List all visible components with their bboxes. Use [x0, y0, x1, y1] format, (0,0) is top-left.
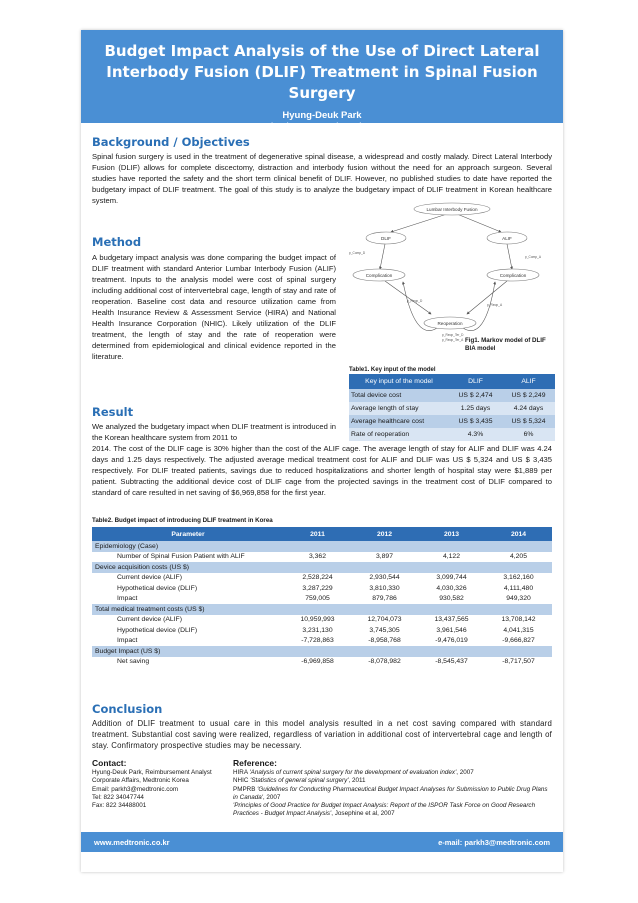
- table2-caption: Table2. Budget impact of introducing DLIF treatment in Korea: [92, 517, 273, 524]
- table1-cell: 6%: [502, 428, 555, 441]
- background-text: Spinal fusion surgery is used in the treatment of degenerative spinal disease, a widespread and costly malady. Direct Lateral Interbody Fusion (DLIF) allows for complete discectomy, distraction and interbody fusion without the need for an approach surgeon. Several studies have reported the safety and the short term clinical benefit of DLIF. However, no published studies to date have reported the budgetary impact of DLIF treatment. The goal of this study is to analyze the budgetary impact of DLIF treatment in Korean healthcare system.: [92, 152, 552, 205]
- contact-block: [92, 759, 232, 810]
- table-row: [92, 657, 552, 668]
- method-heading: Method: [92, 235, 142, 249]
- row-label: Impact: [117, 595, 138, 603]
- contact-line: Hyung-Deuk Park, Reimbursement Analyst: [92, 769, 212, 777]
- author-name: Hyung-Deuk Park: [282, 110, 362, 121]
- table2-header: 2011: [284, 527, 351, 541]
- contact-fax: Fax: 822 34488001: [92, 802, 147, 810]
- table1-cell: 1.25 days: [449, 402, 502, 415]
- edge-p-comp-a: p_Comp_A: [525, 255, 541, 259]
- reference-heading: Reference:: [233, 758, 277, 768]
- table2-cell: 13,708,142: [501, 616, 536, 624]
- row-label: Net saving: [117, 658, 150, 666]
- edge-p-reop-ter-d: p_Reop_Ter_D: [442, 333, 464, 337]
- contact-line: Corporate Affairs, Medtronic Korea: [92, 777, 189, 785]
- edge-p-reop-ter-a: p_Reop_Ter_A: [442, 338, 464, 342]
- row-label: Hypothetical device (DLIF): [117, 626, 198, 634]
- table-row: [92, 604, 552, 615]
- reference-item: 'Principles of Good Practice for Budget Impact Analysis: Report of the ISPOR Task Force on Good Research Practices - Budget Impact Analysis', Josephine et al, 2007: [233, 802, 536, 818]
- table2-header: 2014: [485, 527, 552, 541]
- edge-p-reop-d: p_Reop_D: [407, 299, 423, 303]
- table1-caption: Table1. Key input of the model: [349, 367, 436, 373]
- table2-cell: 3,287,229: [302, 584, 333, 592]
- row-label: Impact: [117, 637, 138, 645]
- key-input-table: [349, 374, 555, 441]
- table1-cell: Average length of stay: [349, 402, 449, 415]
- table2-cell: -9,476,019: [435, 637, 468, 645]
- conclusion-text: Addition of DLIF treatment to usual care in this model analysis resulted in a net cost saving compared with standard treatment. Substantial cost saving were realized, regardless of variation in additional cost of intervertebral cage and length of stay. Confirmatory prospective studies may be necessary.: [92, 719, 552, 750]
- table2-cell: 879,786: [372, 595, 397, 603]
- table1-cell: US $ 3,435: [449, 415, 502, 428]
- result-text: 2014. The cost of the DLIF cage is 30% higher than the cost of the ALIF cage. The average length of stay for ALIF and DLIF was 4.24 days and 1.25 days respectively. The adjusted average medical treatment cost for ALIF and DLIF was US $ 5,324 and US $ 3,435 respectively. For DLIF treated patients, savings due to reduced hospitalizations and shorter length of hospital stay were $1,889 per patient. Subtracting the additional device cost of DLIF cage from the projected savings in the treatment cost of DLIF compared to standard of care resulted in net saving of $6,969,858 for the first year.: [92, 444, 552, 497]
- group-label: Total medical treatment costs (US $): [92, 604, 552, 615]
- node-complication-right: Complication: [499, 273, 527, 278]
- table2-cell: 4,205: [509, 553, 527, 561]
- table2-cell: -6,969,858: [301, 658, 334, 666]
- background-heading: Background / Objectives: [92, 135, 250, 149]
- table-row: [92, 594, 552, 605]
- budget-impact-table: [92, 527, 552, 667]
- table1-header: DLIF: [449, 374, 502, 389]
- table2-cell: 3,099,744: [436, 574, 467, 582]
- table2-cell: 4,122: [442, 553, 460, 561]
- group-label: Budget Impact (US $): [92, 646, 552, 657]
- table2-cell: 12,704,073: [367, 616, 402, 624]
- table-row: [349, 402, 555, 415]
- node-complication-left: Complication: [365, 273, 393, 278]
- reference-item: NHIC 'Statistics of general spinal surgery', 2011: [233, 777, 366, 785]
- table2-header: 2012: [351, 527, 418, 541]
- email-link[interactable]: e-mail: parkh3@medtronic.com: [438, 838, 550, 847]
- table-row: [349, 415, 555, 428]
- table-row: [92, 625, 552, 636]
- conclusion-heading: Conclusion: [92, 702, 163, 716]
- table2-cell: -7,728,863: [301, 637, 334, 645]
- reference-block: [233, 759, 553, 818]
- group-label: Epidemiology (Case): [92, 541, 552, 552]
- table1-header: ALIF: [502, 374, 555, 389]
- node-alif: ALIF: [502, 236, 512, 241]
- table2-header: Parameter: [92, 527, 284, 541]
- footer-banner: [81, 832, 563, 852]
- table2-cell: 759,005: [305, 595, 330, 603]
- result-text-wrap: We analyzed the budgetary impact when DLIF treatment is introduced in the Korean healthcare system from 2011 to: [92, 422, 336, 442]
- node-root: Lumbar Interbody Fusion: [426, 207, 478, 212]
- reference-item: PMPRB 'Guidelines for Conducting Pharmaceutical Budget Impact Analyses for Submission to Public Drug Plans in Canada', 2007: [233, 785, 548, 801]
- table2-cell: 4,041,315: [503, 626, 534, 634]
- table2-cell: 3,231,130: [302, 626, 333, 634]
- node-dlif: DLIF: [381, 236, 391, 241]
- table2-cell: -8,958,768: [368, 637, 401, 645]
- table2-cell: 4,030,326: [436, 584, 467, 592]
- table1-cell: US $ 2,474: [449, 389, 502, 402]
- table2-cell: -8,078,982: [368, 658, 401, 666]
- table-row: [92, 573, 552, 584]
- contact-email: Email: parkh3@medtronic.com: [92, 785, 179, 793]
- table2-cell: 949,320: [506, 595, 531, 603]
- node-reoperation: Reoperation: [437, 321, 463, 326]
- table2-cell: 3,961,546: [436, 626, 467, 634]
- table2-cell: 3,810,330: [369, 584, 400, 592]
- table-row: [92, 552, 552, 563]
- poster-title: Budget Impact Analysis of the Use of Direct Lateral Interbody Fusion (DLIF) Treatment in Spinal Fusion Surgery: [104, 42, 540, 102]
- header-banner: [81, 30, 563, 130]
- table2-cell: 930,582: [439, 595, 464, 603]
- affiliation: Medtronic Korea Co Ltd, Seoul, Korea: [258, 123, 385, 130]
- table1-cell: 4.24 days: [502, 402, 555, 415]
- table2-cell: -8,717,507: [502, 658, 535, 666]
- table1-cell: Rate of reoperation: [349, 428, 449, 441]
- method-text: A budgetary impact analysis was done comparing the budget impact of DLIF treatment with standard Anterior Lumbar Interbody Fusion (ALIF) treatment. Inputs to the analysis model were cost of spinal surgery including additional cost of intervertebral cage, length of stay and rate of reoperation. Baseline cost data and resource utilization came from Health Insurance Review & Assessment Service (HIRA) and National Health Insurance Corporation (NHIC). Likely utilization of the DLIF treatment, the length of stay and the rate of reoperation were determined from epidemiological and clinical evidence reported in the literature.: [92, 253, 336, 361]
- table-row: [92, 562, 552, 573]
- table1-cell: US $ 5,324: [502, 415, 555, 428]
- contact-tel: Tel: 822 34047744: [92, 793, 144, 801]
- table2-cell: -8,545,437: [435, 658, 468, 666]
- row-label: Current device (ALIF): [117, 574, 182, 582]
- table2-cell: 2,930,544: [369, 574, 400, 582]
- table2-cell: 2,528,224: [302, 574, 333, 582]
- website-link[interactable]: www.medtronic.co.kr: [94, 838, 170, 847]
- table2-cell: 3,897: [375, 553, 393, 561]
- reference-item: HIRA 'Analysis of current spinal surgery for the development of evaluation index', 2007: [233, 769, 474, 777]
- table-row: [92, 636, 552, 647]
- table2-cell: 3,162,160: [503, 574, 534, 582]
- table2-cell: 10,959,993: [300, 616, 335, 624]
- table1-cell: Total device cost: [349, 389, 449, 402]
- table2-cell: 3,362: [308, 553, 326, 561]
- table-row: [92, 541, 552, 552]
- table2-cell: 3,745,305: [369, 626, 400, 634]
- table-row: [349, 389, 555, 402]
- table2-cell: -9,666,827: [502, 637, 535, 645]
- table1-cell: US $ 2,249: [502, 389, 555, 402]
- table2-cell: 13,437,565: [434, 616, 469, 624]
- table1-header: Key input of the model: [349, 374, 449, 389]
- row-label: Hypothetical device (DLIF): [117, 584, 198, 592]
- table1-cell: 4.3%: [449, 428, 502, 441]
- table-row: [92, 583, 552, 594]
- table2-cell: 4,111,480: [503, 584, 534, 592]
- result-heading: Result: [92, 405, 134, 419]
- edge-p-comp-d: p_Comp_D: [349, 251, 366, 255]
- table2-header: 2013: [418, 527, 485, 541]
- table-row: [349, 428, 555, 441]
- row-label: Number of Spinal Fusion Patient with ALIF: [117, 553, 245, 561]
- table-row: [92, 646, 552, 657]
- poster: [81, 30, 563, 872]
- edge-p-reop-a: p_Reop_A: [487, 303, 503, 307]
- table-row: [92, 615, 552, 626]
- group-label: Device acquisition costs (US $): [92, 562, 552, 573]
- figure-caption: Fig1. Markov model of DLIF BIA model: [465, 337, 546, 352]
- row-label: Current device (ALIF): [117, 616, 182, 624]
- table1-cell: Average healthcare cost: [349, 415, 449, 428]
- contact-heading: Contact:: [92, 758, 127, 768]
